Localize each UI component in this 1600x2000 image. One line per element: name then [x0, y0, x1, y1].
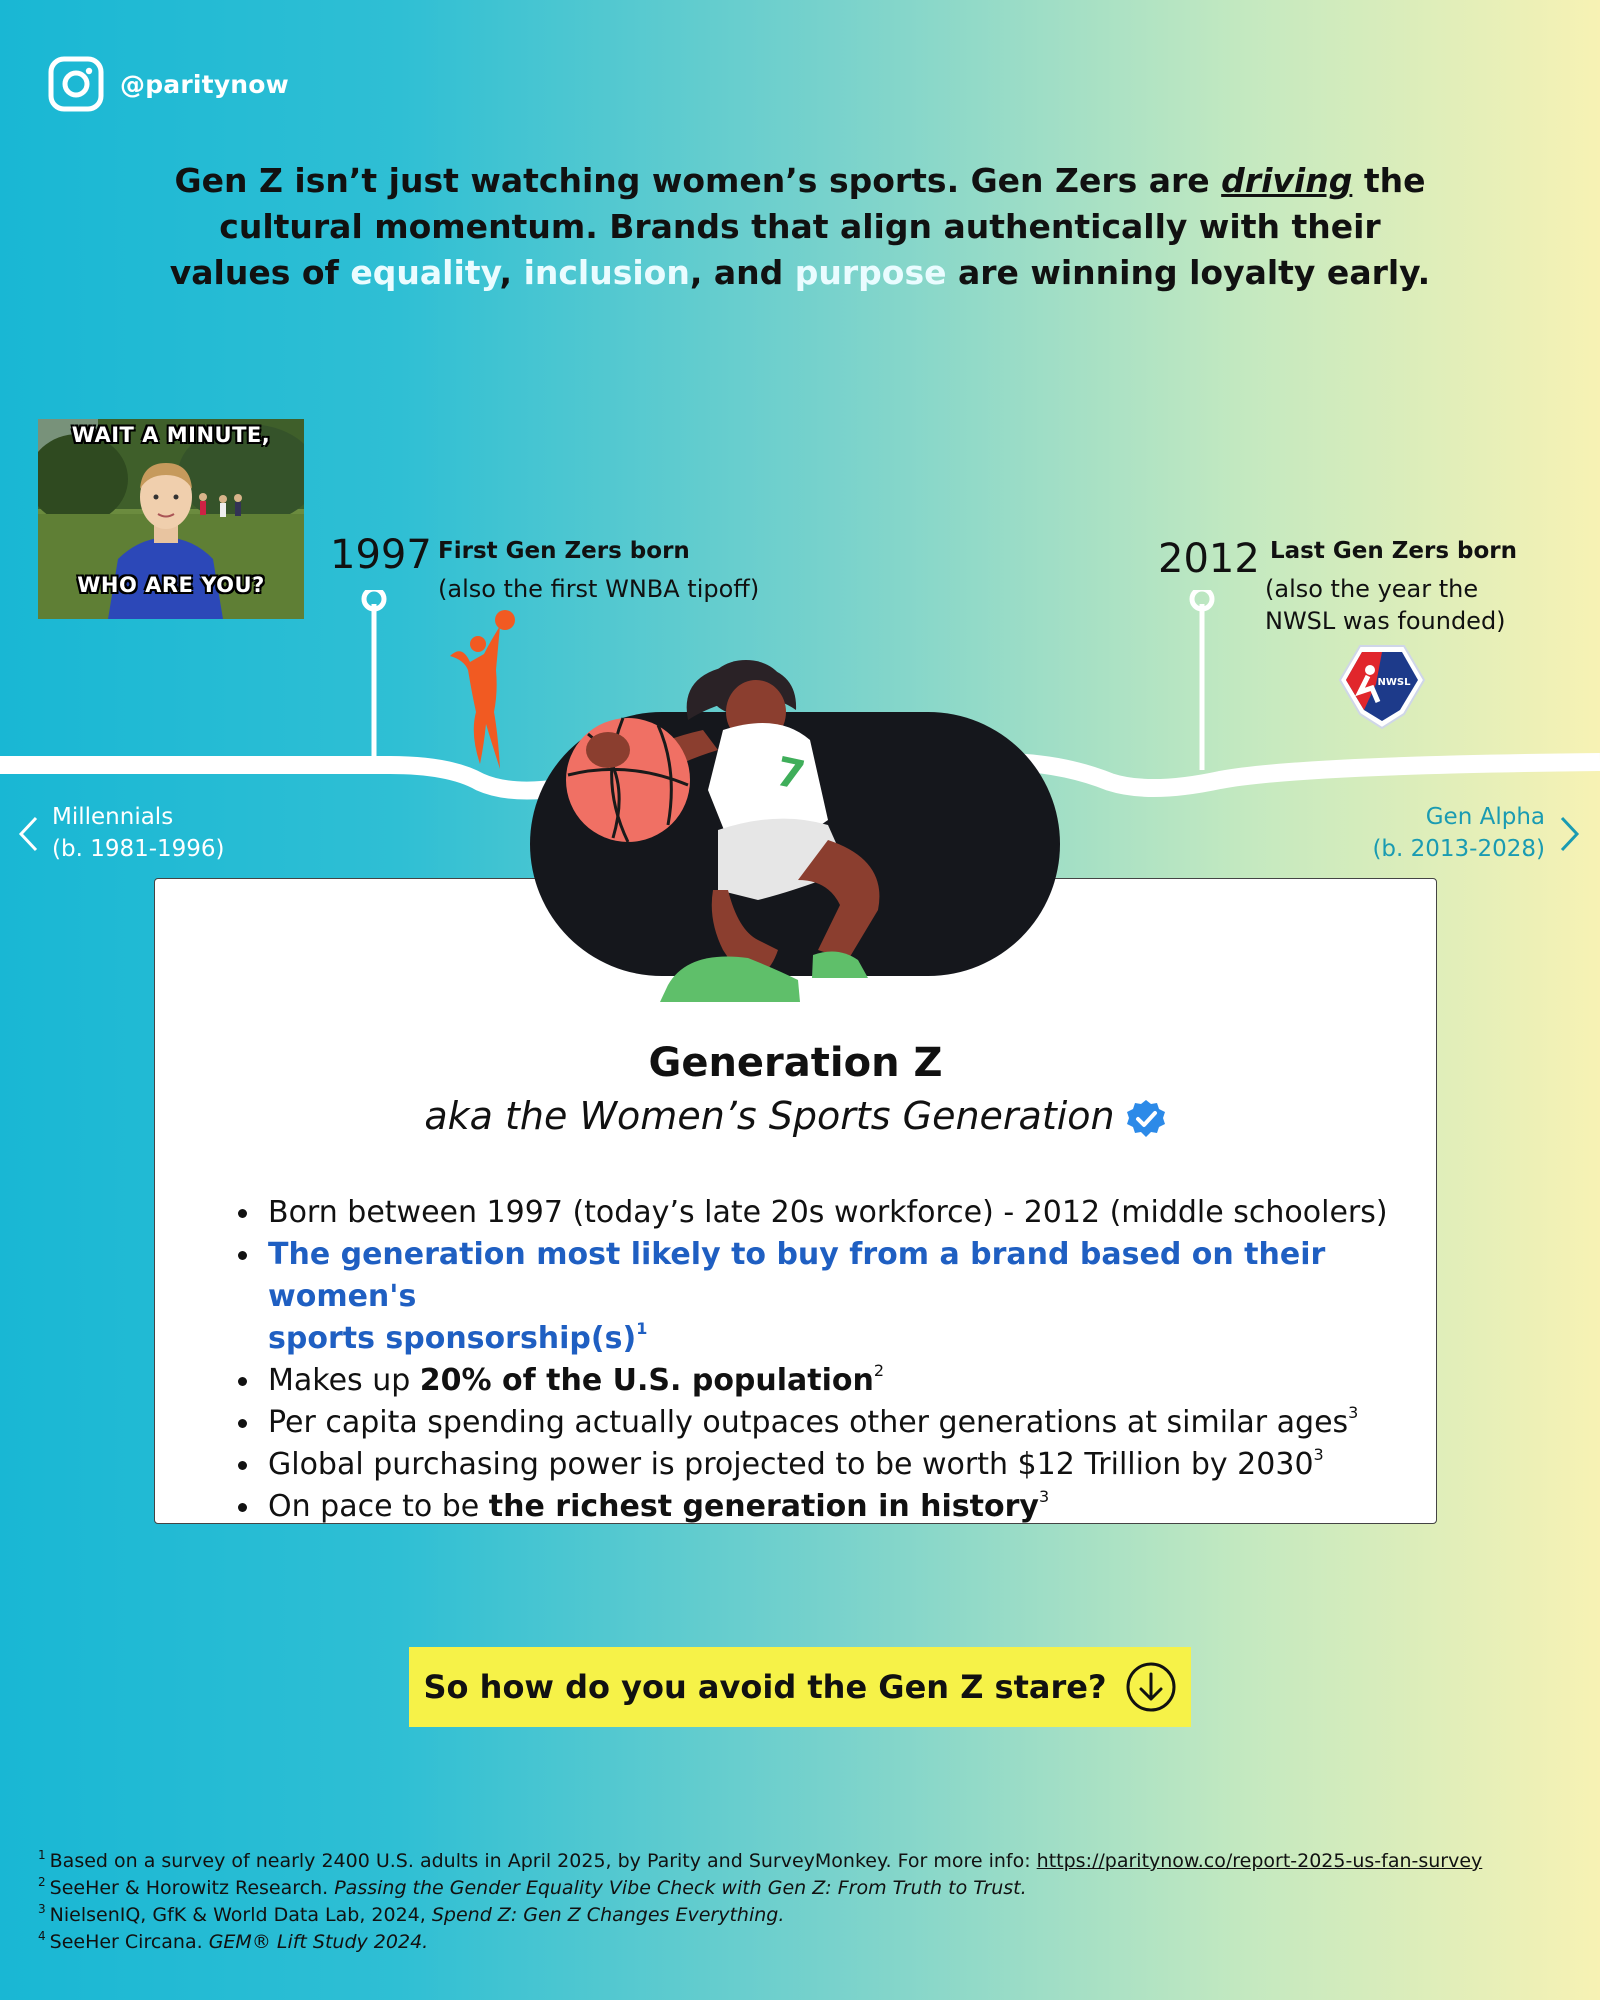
bullet-4-footnote-ref: 3 — [1348, 1403, 1359, 1422]
survey-report-link[interactable]: https://paritynow.co/report-2025-us-fan-survey — [1036, 1850, 1483, 1872]
timeline-end-year: 2012 — [1158, 536, 1260, 582]
bullet-most-likely-to-buy — [238, 1234, 1388, 1360]
jersey-number: 7 — [771, 748, 809, 800]
footnote-4-text: SeeHer Circana. — [49, 1931, 209, 1953]
meme-bottom-caption: WHO ARE YOU? — [77, 573, 265, 597]
next-generation-years: (b. 2013-2028) — [1372, 836, 1545, 862]
footnote-3 — [38, 1902, 1578, 1929]
headline-part2: the cultural momentum. Brands that align authentically with their values of — [169, 161, 1426, 292]
timeline-start-year: 1997 — [330, 532, 432, 578]
meme-top-caption: WAIT A MINUTE, — [71, 423, 271, 447]
timeline-start-sub: (also the first WNBA tipoff) — [438, 575, 760, 603]
wnba-logo-icon — [440, 604, 520, 774]
headline-inclusion: inclusion — [523, 253, 690, 292]
footnote-2-title: Passing the Gender Equality Vibe Check with Gen Z: From Truth to Trust. — [334, 1877, 1027, 1899]
bullet-2-line1: The generation most likely to buy from a brand based on their women's — [268, 1237, 1326, 1314]
prev-generation-name: Millennials — [52, 804, 174, 830]
bullet-6-bold: the richest generation in history — [488, 1489, 1039, 1524]
chevron-right-icon[interactable] — [1558, 815, 1582, 853]
footnote-3-number: 3 — [38, 1902, 46, 1916]
verified-badge-icon — [1125, 1098, 1167, 1140]
bullet-5-footnote-ref: 3 — [1313, 1445, 1324, 1464]
footnote-2 — [38, 1875, 1578, 1902]
footnote-2-number: 2 — [38, 1875, 46, 1889]
headline — [160, 158, 1440, 296]
basketball-player-illustration — [528, 650, 1062, 1022]
footnote-4 — [38, 1929, 1578, 1956]
bullet-3-bold: 20% of the U.S. population — [419, 1363, 874, 1398]
instagram-icon[interactable] — [48, 56, 104, 112]
meme-image — [38, 419, 304, 619]
prev-generation-label[interactable] — [52, 801, 225, 865]
headline-part3: are winning loyalty early. — [946, 253, 1431, 292]
bullet-2-line2: sports sponsorship(s) — [268, 1321, 637, 1356]
footnote-1 — [38, 1848, 1578, 1875]
card-bullet-list — [238, 1192, 1388, 1528]
headline-part1: Gen Z isn’t just watching women’s sports. Gen Zers are — [174, 161, 1222, 200]
headline-and: , and — [689, 253, 795, 292]
headline-comma: , — [499, 253, 524, 292]
bullet-per-capita-spending — [238, 1402, 1388, 1444]
footnote-2-text: SeeHer & Horowitz Research. — [49, 1877, 335, 1899]
nwsl-logo-icon — [1338, 644, 1426, 730]
headline-driving: driving — [1221, 161, 1353, 200]
bullet-6-text: On pace to be — [268, 1489, 489, 1524]
timeline-end-sub1: (also the year the — [1265, 575, 1479, 603]
footnote-3-text: NielsenIQ, GfK & World Data Lab, 2024, — [49, 1904, 432, 1926]
cta-label: So how do you avoid the Gen Z stare? — [423, 1668, 1107, 1706]
bullet-1-text: Born between 1997 (today’s late 20s workforce) - 2012 (middle schoolers) — [268, 1195, 1388, 1230]
prev-generation-years: (b. 1981-1996) — [52, 836, 225, 862]
headline-purpose: purpose — [794, 253, 947, 292]
footnote-3-title: Spend Z: Gen Z Changes Everything. — [431, 1904, 785, 1926]
timeline-end-title: Last Gen Zers born — [1270, 538, 1518, 564]
headline-equality: equality — [350, 253, 500, 292]
bullet-3-text: Makes up — [268, 1363, 420, 1398]
handle-text: @paritynow — [120, 69, 289, 99]
footnote-1-number: 1 — [38, 1848, 46, 1862]
footnote-4-number: 4 — [38, 1929, 46, 1943]
cta-button[interactable] — [409, 1647, 1191, 1727]
bullet-2-footnote-ref: 1 — [636, 1319, 648, 1338]
bullet-3-footnote-ref: 2 — [873, 1361, 885, 1380]
card-subtitle — [154, 1094, 1437, 1140]
bullet-purchasing-power — [238, 1444, 1388, 1486]
nwsl-logo-text: NWSL — [1377, 677, 1411, 688]
arrow-down-circle-icon — [1125, 1661, 1177, 1713]
card-title: Generation Z — [648, 1040, 943, 1086]
footnotes — [38, 1848, 1578, 1956]
bullet-6-footnote-ref: 3 — [1038, 1487, 1050, 1506]
instagram-handle[interactable] — [48, 56, 289, 112]
timeline-end-sub2: NWSL was founded) — [1265, 607, 1506, 635]
next-generation-name: Gen Alpha — [1425, 804, 1545, 830]
footnote-4-title: GEM® Lift Study 2024. — [208, 1931, 429, 1953]
card-subtitle-text: aka the Women’s Sports Generation — [424, 1094, 1115, 1138]
footnote-1-text: Based on a survey of nearly 2400 U.S. adults in April 2025, by Parity and SurveyMonkey. For more info: — [49, 1850, 1037, 1872]
bullet-population-share — [238, 1360, 1388, 1402]
bullet-born-between — [238, 1192, 1388, 1234]
next-generation-label[interactable] — [1372, 801, 1545, 865]
bullet-4-text: Per capita spending actually outpaces other generations at similar ages — [268, 1405, 1349, 1440]
chevron-left-icon[interactable] — [16, 815, 40, 853]
timeline-start-title: First Gen Zers born — [438, 538, 690, 564]
bullet-5-text: Global purchasing power is projected to be worth $12 Trillion by 2030 — [268, 1447, 1314, 1482]
bullet-richest-generation — [238, 1486, 1388, 1528]
